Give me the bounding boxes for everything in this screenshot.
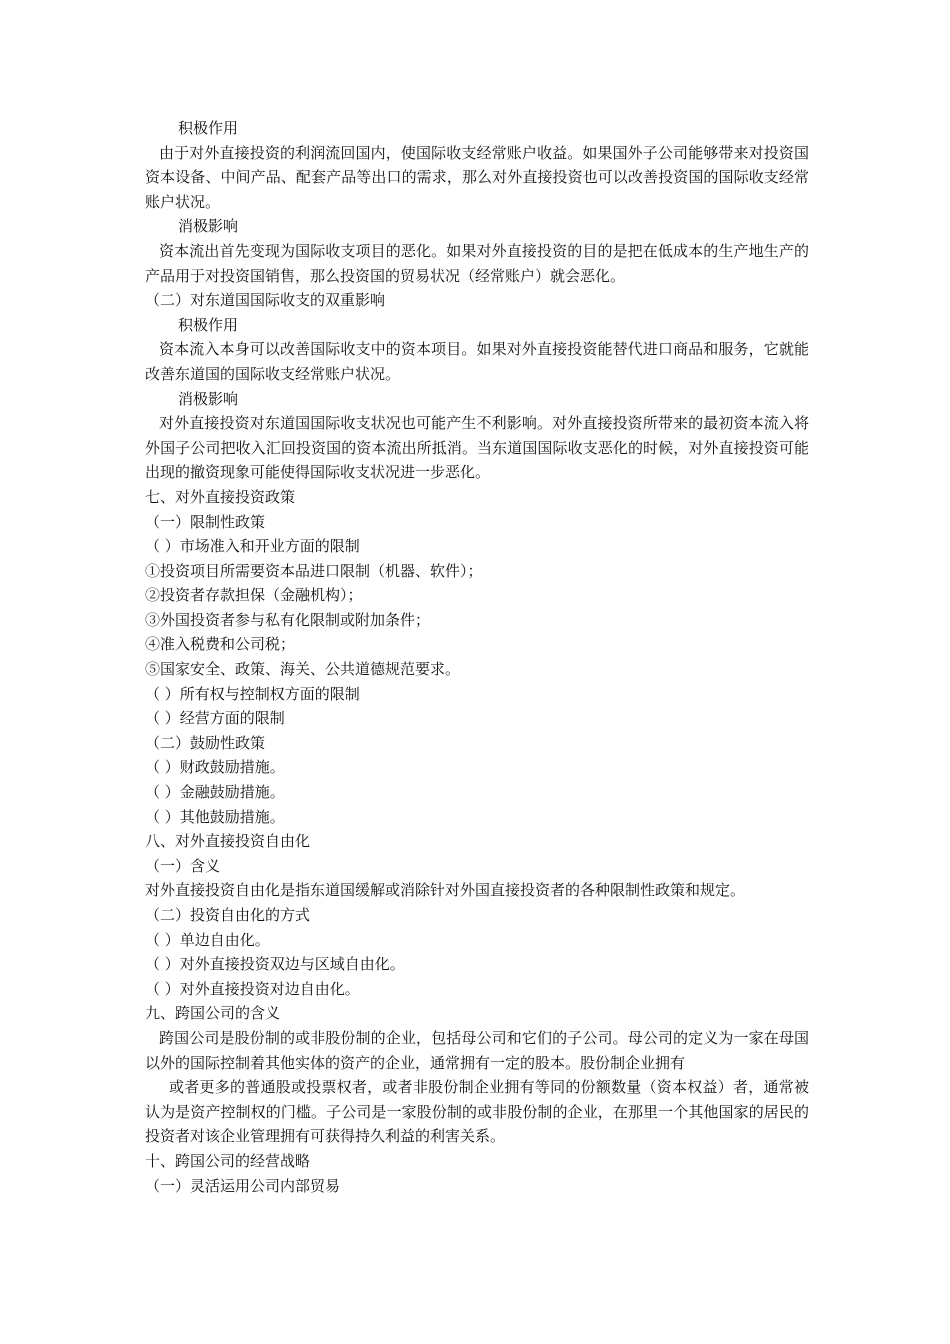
list-item: ③外国投资者参与私有化限制或附加条件； [145,610,431,629]
list-item: （ ）单边自由化。 [145,930,270,949]
list-item: ④准入税费和公司税； [145,635,296,654]
chapter-heading: 八、对外直接投资自由化 [145,832,311,851]
chapter-heading: 十、跨国公司的经营战略 [145,1151,311,1170]
list-item: （ ）市场准入和开业方面的限制 [145,537,360,556]
list-item: （ ）其他鼓励措施。 [145,807,285,826]
section-heading: （二）对东道国国际收支的双重影响 [145,291,386,310]
subheading-positive-effect: 积极作用 [178,315,239,334]
section-heading: （一）灵活运用公司内部贸易 [145,1176,341,1195]
paragraph: 由于对外直接投资的利润流回国内，使国际收支经常账户收益。如果国外子公司能够带来对投资国资本设备、中间产品、配套产品等出口的需求，那么对外直接投资也可以改善投资国的国际收支经常账户状况。 [145,143,809,211]
list-item: （ ）对外直接投资双边与区域自由化。 [145,955,405,974]
chapter-heading: 七、对外直接投资政策 [145,487,296,506]
paragraph: 资本流出首先变现为国际收支项目的恶化。如果对外直接投资的目的是把在低成本的生产地生产的产品用于对投资国销售，那么投资国的贸易状况（经常账户）就会恶化。 [145,241,809,285]
list-item: ⑤国家安全、政策、海关、公共道德规范要求。 [145,660,461,679]
list-item: （ ）财政鼓励措施。 [145,758,285,777]
paragraph: 对外直接投资对东道国国际收支状况也可能产生不利影响。对外直接投资所带来的最初资本流入将外国子公司把收入汇回投资国的资本流出所抵消。当东道国国际收支恶化的时候，对外直接投资可能出现的撤资现象可能使得国际收支状况进一步恶化。 [145,414,809,482]
section-heading: （二）鼓励性政策 [145,733,266,752]
section-heading: （一）限制性政策 [145,512,266,531]
chapter-heading: 九、跨国公司的含义 [145,1004,281,1023]
document-body [145,116,809,1198]
list-item: ②投资者存款担保（金融机构）； [145,586,363,605]
section-heading: （二）投资自由化的方式 [145,906,311,924]
list-item: （ ）经营方面的限制 [145,709,285,728]
paragraph: 对外直接投资自由化是指东道国缓解或消除针对外国直接投资者的各种限制性政策和规定。 [145,881,746,900]
list-item: ①投资项目所需要资本品进口限制（机器、软件）； [145,561,483,580]
paragraph: 或者更多的普通股或投票权者，或者非股份制企业拥有等同的份额数量（资本权益）者，通常被认为是资产控制权的门槛。子公司是一家股份制的或非股份制的企业，在那里一个其他国家的居民的投资者对该企业管理拥有可获得持久利益的利害关系。 [145,1078,809,1146]
subheading-negative-effect: 消极影响 [178,217,239,236]
subheading-positive-effect: 积极作用 [178,119,239,137]
list-item: （ ）金融鼓励措施。 [145,783,285,802]
section-heading: （一）含义 [145,856,221,875]
list-item: （ ）所有权与控制权方面的限制 [145,684,360,703]
subheading-negative-effect: 消极影响 [178,389,239,408]
paragraph: 资本流入本身可以改善国际收支中的资本项目。如果对外直接投资能替代进口商品和服务，它就能改善东道国的国际收支经常账户状况。 [145,340,809,383]
paragraph: 跨国公司是股份制的或非股份制的企业，包括母公司和它们的子公司。母公司的定义为一家在母国以外的国际控制着其他实体的资产的企业，通常拥有一定的股本。股份制企业拥有 [145,1028,809,1072]
list-item: （ ）对外直接投资对边自由化。 [145,979,360,998]
